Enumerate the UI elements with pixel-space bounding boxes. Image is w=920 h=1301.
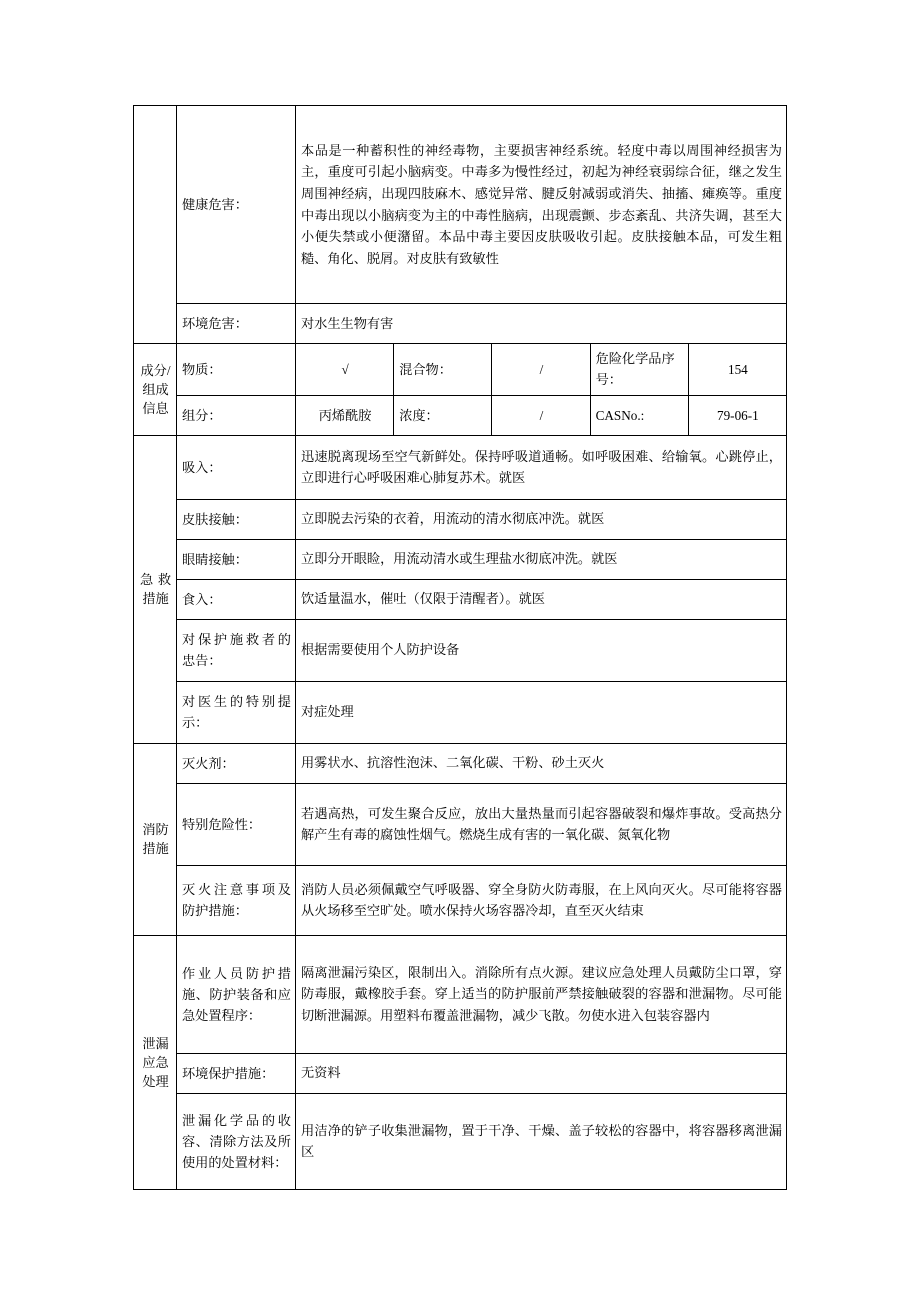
section-label-first-aid xyxy=(134,435,177,743)
table-row-fire-extinguishing-agent xyxy=(134,743,787,783)
composition-key-hazard-number: 危险化学品序号： xyxy=(590,344,688,396)
field-label-containment-cleanup-line2: 容、清除方法及所 xyxy=(182,1133,291,1149)
section-label-composition-line2: 组成 xyxy=(142,381,169,397)
table-row-fire-special-hazards xyxy=(134,783,787,865)
field-label-fire-precautions-line1: 灭火注意事项及 xyxy=(182,882,291,898)
table-row-first-aid-skin-contact xyxy=(134,499,787,539)
section-label-first-aid-line2: 措施 xyxy=(142,591,169,607)
field-label-special-hazards: 特别危险性： xyxy=(177,783,296,865)
table-row-environmental-hazard xyxy=(134,304,787,344)
field-label-environmental-protection: 环境保护措施： xyxy=(177,1053,296,1093)
section-label-fire-fighting-line2: 措施 xyxy=(142,841,169,857)
field-label-containment-cleanup-line3: 使用的处置材料： xyxy=(182,1154,288,1170)
section-label-spill-response-line3: 处理 xyxy=(142,1073,169,1089)
field-value-fire-precautions: 消防人员必须佩戴空气呼吸器、穿全身防火防毒服，在上风向灭火。尽可能将容器从火场移至空旷处。喷水保持火场容器冷却，直至灭火结束 xyxy=(296,865,787,935)
field-value-skin-contact: 立即脱去污染的衣着，用流动的清水彻底冲洗。就医 xyxy=(296,499,787,539)
table-row-spill-environmental-protection xyxy=(134,1053,787,1093)
field-label-rescuer-advice xyxy=(177,619,296,681)
field-label-physician-note-line2: 示： xyxy=(182,715,209,731)
field-value-physician-note: 对症处理 xyxy=(296,681,787,743)
field-value-health-hazard: 本品是一种蓄积性的神经毒物，主要损害神经系统。轻度中毒以周围神经损害为主，重度可引起小脑病变。中毒多为慢性经过，初起为神经衰弱综合征，继之发生周围神经病，出现四肢麻木、感觉异常、腱反射减弱或消失、抽搐、瘫痪等。重度中毒出现以小脑病变为主的中毒性脑病，出现震颤、步态紊乱、共济失调，甚至大小便失禁或小便潴留。本品中毒主要因皮肤吸收引起。皮肤接触本品，可发生粗糙、角化、脱屑。对皮肤有致敏性 xyxy=(296,106,787,304)
field-label-ingestion: 食入： xyxy=(177,579,296,619)
field-value-ingestion: 饮适量温水，催吐（仅限于清醒者）。就医 xyxy=(296,579,787,619)
table-row-spill-personnel-protection xyxy=(134,935,787,1053)
composition-value-component: 丙烯酰胺 xyxy=(296,395,394,435)
table-row-health-hazard xyxy=(134,106,787,304)
composition-key-component: 组分： xyxy=(177,395,296,435)
field-value-containment-cleanup: 用洁净的铲子收集泄漏物，置于干净、干燥、盖子较松的容器中，将容器移离泄漏区 xyxy=(296,1093,787,1189)
field-value-inhalation: 迅速脱离现场至空气新鲜处。保持呼吸道通畅。如呼吸困难、给输氧。心跳停止，立即进行心呼吸困难心肺复苏术。就医 xyxy=(296,435,787,499)
section-label-first-aid-line1: 急 救 xyxy=(140,572,171,588)
table-row-first-aid-ingestion xyxy=(134,579,787,619)
section-label-composition-line3: 信息 xyxy=(142,400,169,416)
section-label-composition xyxy=(134,344,177,436)
composition-key-concentration: 浓度： xyxy=(394,395,492,435)
field-value-personnel-protection: 隔离泄漏污染区，限制出入。消除所有点火源。建议应急处理人员戴防尘口罩，穿防毒服，戴橡胶手套。穿上适当的防护服前严禁接触破裂的容器和泄漏物。尽可能切断泄漏源。用塑料布覆盖泄漏物，减少飞散。勿使水进入包装容器内 xyxy=(296,935,787,1053)
field-value-rescuer-advice: 根据需要使用个人防护设备 xyxy=(296,619,787,681)
field-label-inhalation: 吸入： xyxy=(177,435,296,499)
composition-key-cas-number: CASNo.: xyxy=(590,395,688,435)
section-label-hazards xyxy=(134,106,177,344)
table-row-first-aid-physician-note xyxy=(134,681,787,743)
msds-table xyxy=(133,105,787,1190)
field-value-extinguishing-agent: 用雾状水、抗溶性泡沫、二氧化碳、干粉、砂土灭火 xyxy=(296,743,787,783)
table-row-composition-component xyxy=(134,395,787,435)
field-label-personnel-protection xyxy=(177,935,296,1053)
composition-value-concentration: / xyxy=(492,395,590,435)
table-row-first-aid-inhalation xyxy=(134,435,787,499)
composition-value-mixture: / xyxy=(492,344,590,396)
composition-key-substance: 物质： xyxy=(177,344,296,396)
field-label-extinguishing-agent: 灭火剂： xyxy=(177,743,296,783)
field-label-physician-note xyxy=(177,681,296,743)
field-value-environmental-hazard: 对水生生物有害 xyxy=(296,304,787,344)
checkmark-icon: √ xyxy=(341,361,349,377)
table-row-fire-precautions xyxy=(134,865,787,935)
field-value-eye-contact: 立即分开眼睑，用流动清水或生理盐水彻底冲洗。就医 xyxy=(296,539,787,579)
table-row-composition-substance xyxy=(134,344,787,396)
field-value-special-hazards: 若遇高热，可发生聚合反应，放出大量热量而引起容器破裂和爆炸事故。受高热分解产生有毒的腐蚀性烟气。燃烧生成有害的一氧化碳、氮氧化物 xyxy=(296,783,787,865)
section-label-spill-response-line2: 应急 xyxy=(142,1054,169,1070)
section-label-spill-response xyxy=(134,935,177,1189)
field-label-skin-contact: 皮肤接触： xyxy=(177,499,296,539)
section-label-fire-fighting xyxy=(134,743,177,935)
section-label-composition-line1: 成分/ xyxy=(140,362,171,378)
section-label-fire-fighting-line1: 消防 xyxy=(142,822,169,838)
field-label-personnel-protection-line3: 急处置程序： xyxy=(182,1007,262,1023)
field-label-containment-cleanup xyxy=(177,1093,296,1189)
field-label-physician-note-line1: 对医生的特别提 xyxy=(182,694,291,710)
table-row-first-aid-eye-contact xyxy=(134,539,787,579)
field-label-health-hazard: 健康危害： xyxy=(177,106,296,304)
composition-value-cas-number: 79-06-1 xyxy=(688,395,786,435)
composition-value-substance-checkmark xyxy=(296,344,394,396)
field-label-fire-precautions xyxy=(177,865,296,935)
composition-value-hazard-number: 154 xyxy=(688,344,786,396)
composition-key-mixture: 混合物： xyxy=(394,344,492,396)
field-value-environmental-protection: 无资料 xyxy=(296,1053,787,1093)
field-label-eye-contact: 眼睛接触： xyxy=(177,539,296,579)
field-label-rescuer-advice-line1: 对保护施救者的 xyxy=(182,632,291,648)
field-label-personnel-protection-line2: 施、防护装备和应 xyxy=(182,986,291,1002)
section-label-spill-response-line1: 泄漏 xyxy=(142,1035,169,1051)
field-label-containment-cleanup-line1: 泄漏化学品的收 xyxy=(182,1112,291,1128)
field-label-environmental-hazard: 环境危害： xyxy=(177,304,296,344)
field-label-rescuer-advice-line2: 忠告： xyxy=(182,653,222,669)
field-label-personnel-protection-line1: 作业人员防护措 xyxy=(182,965,291,981)
table-row-spill-containment-cleanup xyxy=(134,1093,787,1189)
field-label-fire-precautions-line2: 防护措施： xyxy=(182,903,248,919)
table-row-first-aid-rescuer-advice xyxy=(134,619,787,681)
